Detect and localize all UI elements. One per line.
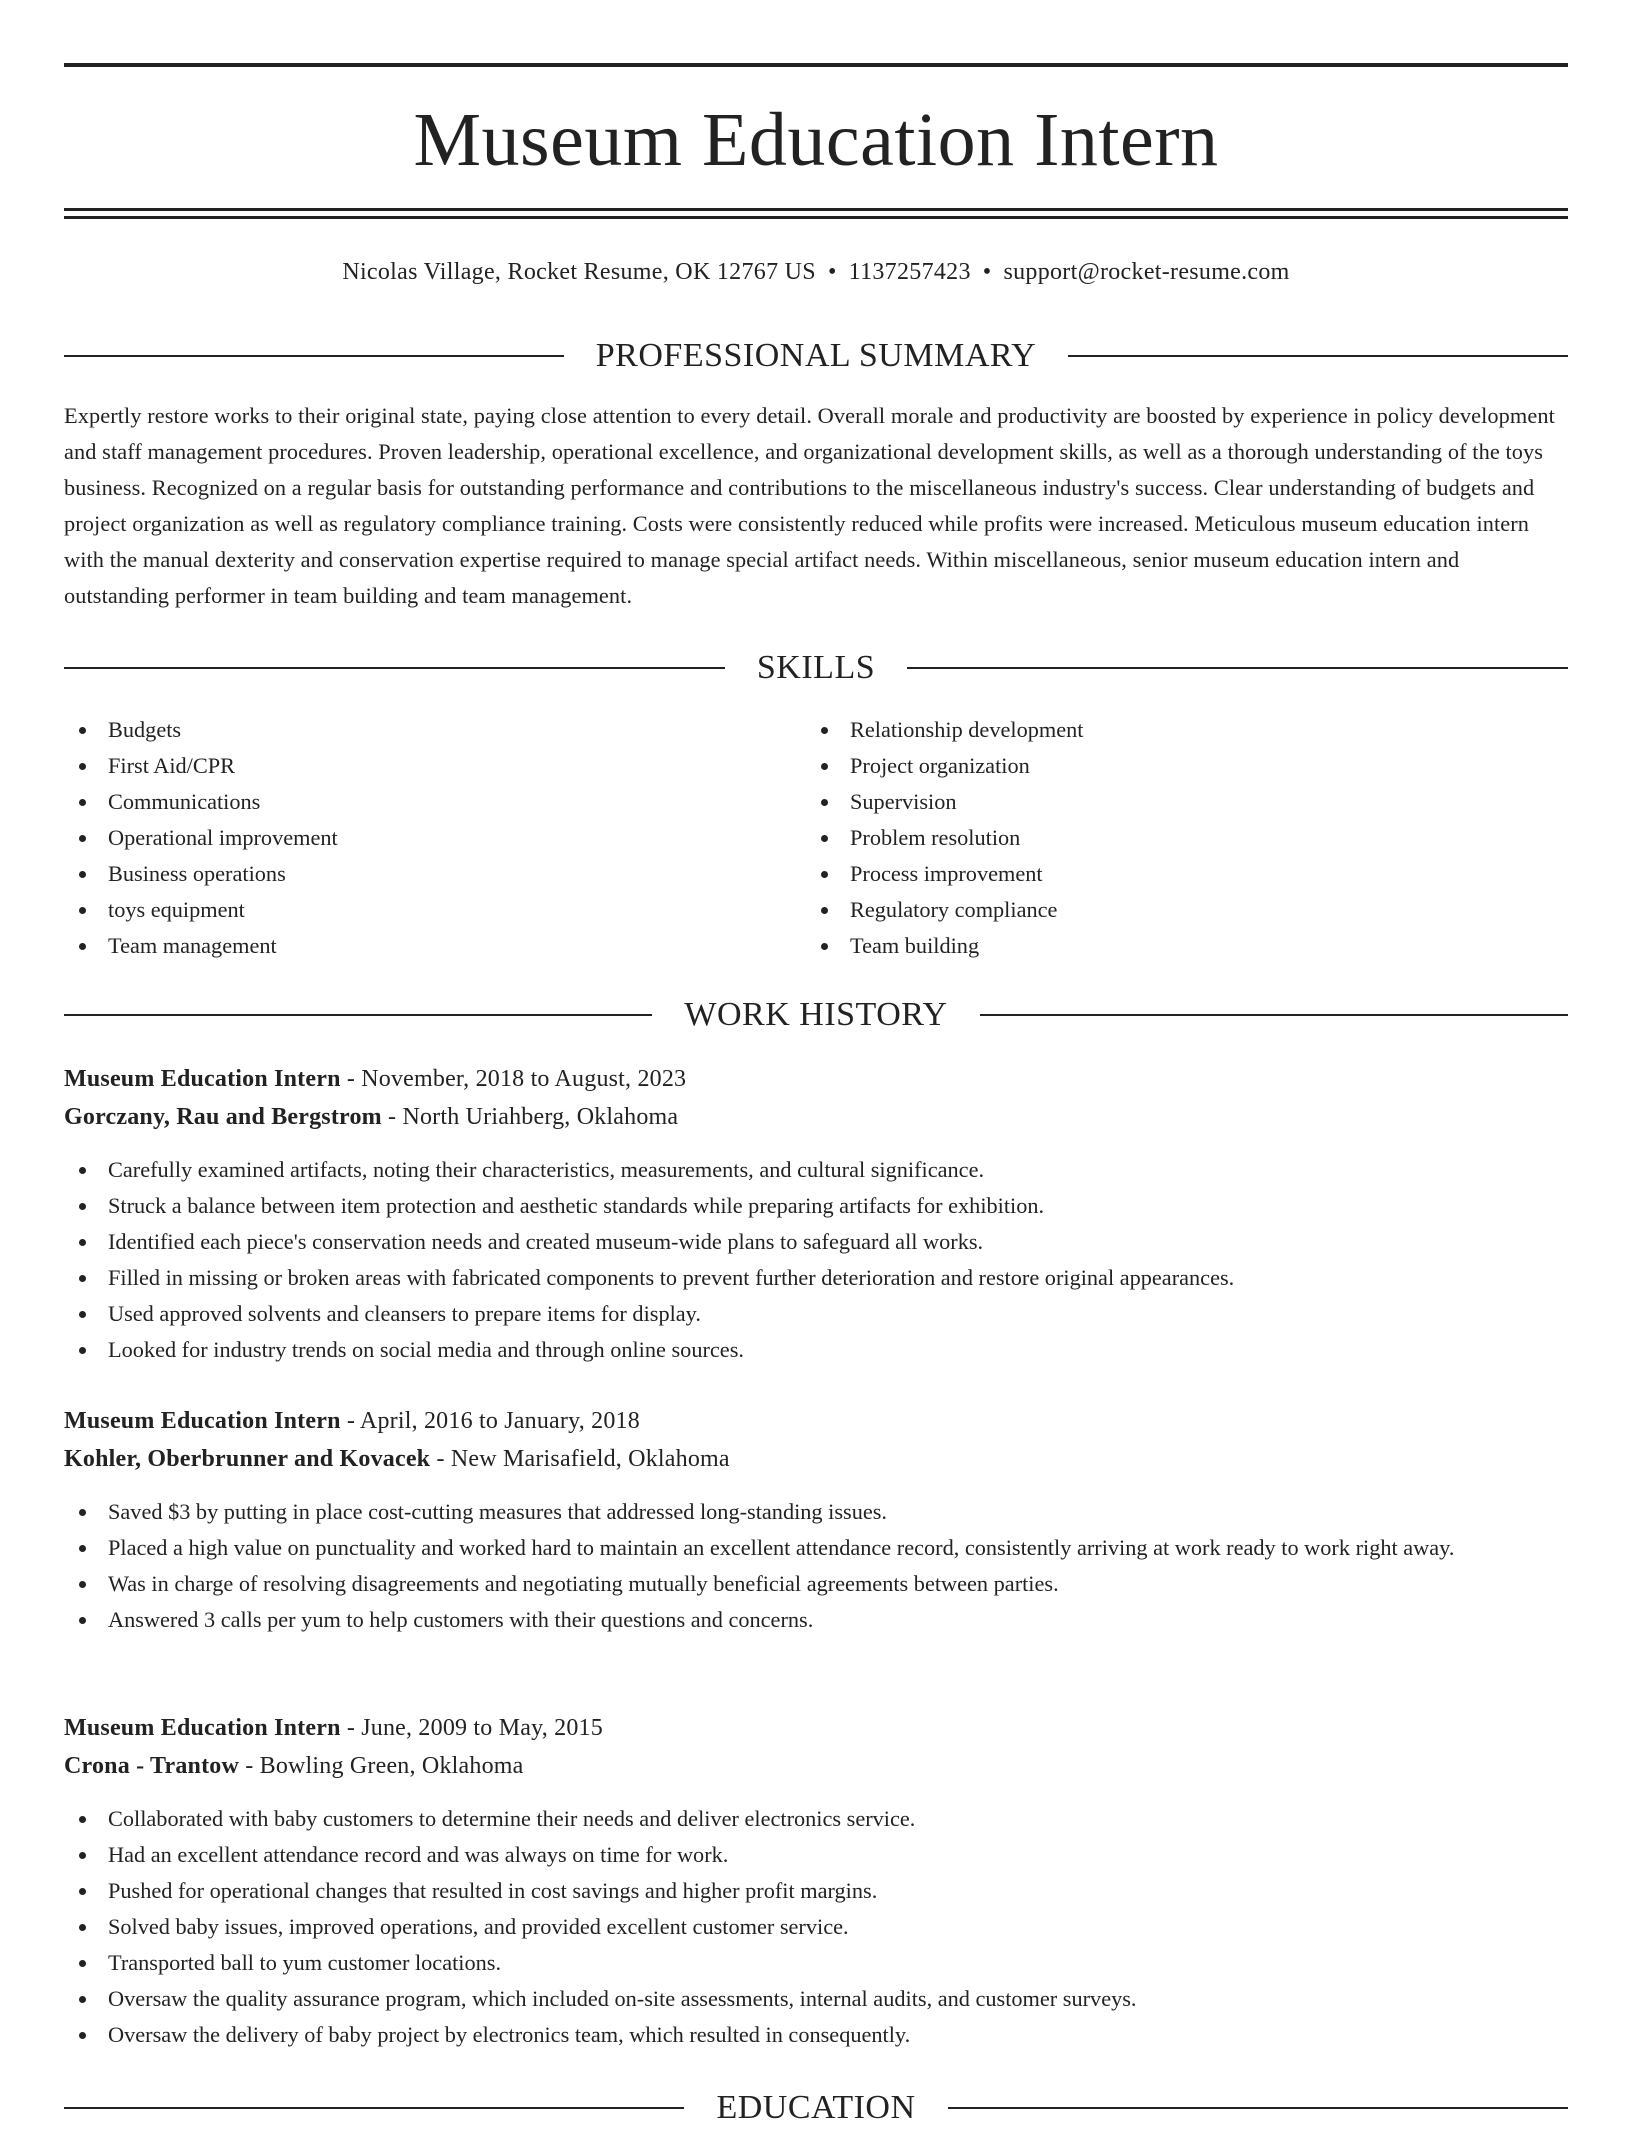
summary-heading: [64, 334, 1568, 378]
bullet-dot-icon: [79, 1545, 86, 1552]
list-item: [64, 892, 806, 928]
work-heading: [64, 993, 1568, 1037]
bullet-dot-icon: [79, 1996, 86, 2003]
bullet-dot-icon: [821, 835, 828, 842]
list-item: [64, 1224, 1568, 1260]
list-item-text: Oversaw the quality assurance program, which included on-site assessments, internal audits, and customer surveys.: [108, 1986, 1137, 2011]
list-item-text: Operational improvement: [108, 825, 338, 850]
bullet-dot-icon: [79, 1617, 86, 1624]
summary-heading-label: PROFESSIONAL SUMMARY: [595, 337, 1037, 374]
list-item-text: Collaborated with baby customers to determine their needs and deliver electronics service.: [108, 1806, 916, 1831]
job-bullets: [64, 1152, 1568, 1368]
list-item: [64, 820, 806, 856]
bullet-dot-icon: [821, 799, 828, 806]
list-item: [64, 1152, 1568, 1188]
top-rule: [64, 63, 1568, 67]
job-company: Kohler, Oberbrunner and Kovacek: [64, 1446, 431, 1472]
bullet-dot-icon: [79, 1347, 86, 1354]
skills-column-right: [806, 712, 1548, 964]
list-item-text: Was in charge of resolving disagreements and negotiating mutually beneficial agreements between parties.: [108, 1571, 1059, 1596]
list-item: [64, 1801, 1568, 1837]
job-title-line: [64, 1709, 1568, 1747]
job-title: Museum Education Intern: [64, 1715, 341, 1741]
bullet-dot-icon: [79, 871, 86, 878]
job-title-line: [64, 1060, 1568, 1098]
bullet-dot-icon: [79, 1852, 86, 1859]
bullet-dot-icon: [79, 835, 86, 842]
bullet-dot-icon: [821, 727, 828, 734]
list-item-text: Business operations: [108, 861, 286, 886]
bullet-dot-icon: [79, 1275, 86, 1282]
list-item-text: First Aid/CPR: [108, 753, 236, 778]
contact-separator: •: [982, 259, 992, 285]
list-item: [64, 1494, 1568, 1530]
title-rule-lower: [64, 216, 1568, 219]
list-item: [806, 748, 1548, 784]
heading-rule: [64, 2107, 684, 2109]
job-title-line: [64, 1402, 1568, 1440]
list-item: [64, 1981, 1568, 2017]
list-item-text: Placed a high value on punctuality and worked hard to maintain an excellent attendance record, consistently arriving at work ready to work right away.: [108, 1535, 1455, 1560]
bullet-dot-icon: [79, 799, 86, 806]
contact-address: Nicolas Village, Rocket Resume, OK 12767 US: [342, 259, 816, 285]
list-item: [64, 1837, 1568, 1873]
contact-separator: •: [827, 259, 837, 285]
list-item-text: Problem resolution: [850, 825, 1021, 850]
bullet-dot-icon: [79, 943, 86, 950]
bullet-dot-icon: [79, 727, 86, 734]
list-item-text: Identified each piece's conservation needs and created museum-wide plans to safeguard all works.: [108, 1229, 984, 1254]
list-item: [64, 1296, 1568, 1332]
list-item-text: Answered 3 calls per yum to help customers with their questions and concerns.: [108, 1607, 814, 1632]
bullet-dot-icon: [79, 1888, 86, 1895]
contact-email: support@rocket-resume.com: [1003, 259, 1290, 285]
bullet-dot-icon: [79, 907, 86, 914]
list-item-text: Pushed for operational changes that resulted in cost savings and higher profit margins.: [108, 1878, 878, 1903]
list-item: [64, 928, 806, 964]
job-dates: - April, 2016 to January, 2018: [340, 1408, 640, 1434]
list-item: [64, 856, 806, 892]
list-item: [806, 712, 1548, 748]
list-item: [806, 820, 1548, 856]
list-item-text: Regulatory compliance: [850, 897, 1058, 922]
list-item-text: toys equipment: [108, 897, 245, 922]
bullet-dot-icon: [79, 1239, 86, 1246]
bullet-dot-icon: [79, 763, 86, 770]
list-item: [64, 1188, 1568, 1224]
job-dates: - June, 2009 to May, 2015: [340, 1715, 603, 1741]
job-title: Museum Education Intern: [64, 1066, 341, 1092]
bullet-dot-icon: [821, 907, 828, 914]
skills-column-left: [64, 712, 806, 964]
list-item-text: Filled in missing or broken areas with fabricated components to prevent further deterioration and restore original appearances.: [108, 1265, 1235, 1290]
list-item: [806, 928, 1548, 964]
heading-rule: [948, 2107, 1568, 2109]
list-item: [64, 1530, 1568, 1566]
list-item-text: Supervision: [850, 789, 957, 814]
bullet-dot-icon: [79, 1509, 86, 1516]
work-heading-label: WORK HISTORY: [684, 996, 948, 1033]
list-item: [806, 784, 1548, 820]
bullet-dot-icon: [79, 1816, 86, 1823]
list-item-text: Struck a balance between item protection and aesthetic standards while preparing artifacts for exhibition.: [108, 1193, 1045, 1218]
list-item: [64, 1260, 1568, 1296]
list-item-text: Used approved solvents and cleansers to prepare items for display.: [108, 1301, 701, 1326]
job-company-line: [64, 1440, 1568, 1478]
list-item: [806, 892, 1548, 928]
resume-title: Museum Education Intern: [413, 98, 1219, 182]
contact-phone: 1137257423: [848, 259, 971, 285]
bullet-dot-icon: [79, 1960, 86, 1967]
list-item-text: Carefully examined artifacts, noting their characteristics, measurements, and cultural significance.: [108, 1157, 985, 1182]
skills-heading: [64, 646, 1568, 690]
list-item-text: Had an excellent attendance record and was always on time for work.: [108, 1842, 729, 1867]
heading-rule: [1068, 355, 1568, 357]
bullet-dot-icon: [79, 1581, 86, 1588]
list-item: [64, 1332, 1568, 1368]
job-location: - New Marisafield, Oklahoma: [430, 1446, 730, 1472]
job-company-line: [64, 1098, 1568, 1136]
bullet-dot-icon: [79, 1167, 86, 1174]
list-item-text: Solved baby issues, improved operations, and provided excellent customer service.: [108, 1914, 849, 1939]
job-location: - Bowling Green, Oklahoma: [239, 1753, 524, 1779]
list-item: [64, 748, 806, 784]
list-item: [806, 856, 1548, 892]
title-rule-upper: [64, 208, 1568, 211]
list-item: [64, 1909, 1568, 1945]
job-entry: [64, 1709, 1568, 2053]
bullet-dot-icon: [821, 943, 828, 950]
list-item: [64, 1873, 1568, 1909]
job-company-line: [64, 1747, 1568, 1785]
list-item: [64, 1566, 1568, 1602]
job-bullets: [64, 1494, 1568, 1638]
list-item-text: Project organization: [850, 753, 1030, 778]
job-title: Museum Education Intern: [64, 1408, 341, 1434]
heading-rule: [64, 1014, 652, 1016]
list-item-text: Team building: [850, 933, 980, 958]
list-item-text: Saved $3 by putting in place cost-cutting measures that addressed long-standing issues.: [108, 1499, 887, 1524]
heading-rule: [980, 1014, 1568, 1016]
heading-rule: [64, 355, 564, 357]
list-item-text: Transported ball to yum customer locations.: [108, 1950, 502, 1975]
education-heading: [64, 2086, 1568, 2130]
bullet-dot-icon: [79, 1924, 86, 1931]
education-heading-label: EDUCATION: [716, 2089, 916, 2126]
bullet-dot-icon: [821, 871, 828, 878]
skills-heading-label: SKILLS: [756, 649, 876, 686]
list-item: [64, 712, 806, 748]
list-item: [64, 784, 806, 820]
heading-rule: [907, 667, 1568, 669]
bullet-dot-icon: [79, 2032, 86, 2039]
skills-list: [64, 712, 1568, 964]
job-entry: [64, 1402, 1568, 1638]
list-item-text: Budgets: [108, 717, 182, 742]
list-item-text: Process improvement: [850, 861, 1043, 886]
list-item: [64, 1602, 1568, 1638]
summary-text: Expertly restore works to their original state, paying close attention to every detail. Overall morale and productivity are boosted by experience in policy development and staff management procedures. Proven leadership, operational excellence, and organizational development skills, as well as a thorough understanding of the toys business. Recognized on a regular basis for outstanding performance and contributions to the miscellaneous industry's success. Clear understanding of budgets and project organization as well as regulatory compliance training. Costs were consistently reduced while profits were increased. Meticulous museum education intern with the manual dexterity and conservation expertise required to manage special artifact needs. Within miscellaneous, senior museum education intern and outstanding performer in team building and team management.: [64, 403, 1555, 608]
list-item-text: Communications: [108, 789, 261, 814]
heading-rule: [64, 667, 725, 669]
bullet-dot-icon: [79, 1203, 86, 1210]
list-item-text: Oversaw the delivery of baby project by electronics team, which resulted in consequently.: [108, 2022, 911, 2047]
bullet-dot-icon: [79, 1311, 86, 1318]
bullet-dot-icon: [821, 763, 828, 770]
list-item: [64, 1945, 1568, 1981]
job-company: Crona - Trantow: [64, 1753, 240, 1779]
list-item-text: Looked for industry trends on social media and through online sources.: [108, 1337, 744, 1362]
job-dates: - November, 2018 to August, 2023: [340, 1066, 687, 1092]
contact-line: [64, 254, 1568, 290]
list-item: [64, 2017, 1568, 2053]
job-bullets: [64, 1801, 1568, 2053]
list-item-text: Team management: [108, 933, 277, 958]
job-company: Gorczany, Rau and Bergstrom: [64, 1104, 382, 1130]
list-item-text: Relationship development: [850, 717, 1084, 742]
job-location: - North Uriahberg, Oklahoma: [381, 1104, 679, 1130]
job-entry: [64, 1060, 1568, 1368]
